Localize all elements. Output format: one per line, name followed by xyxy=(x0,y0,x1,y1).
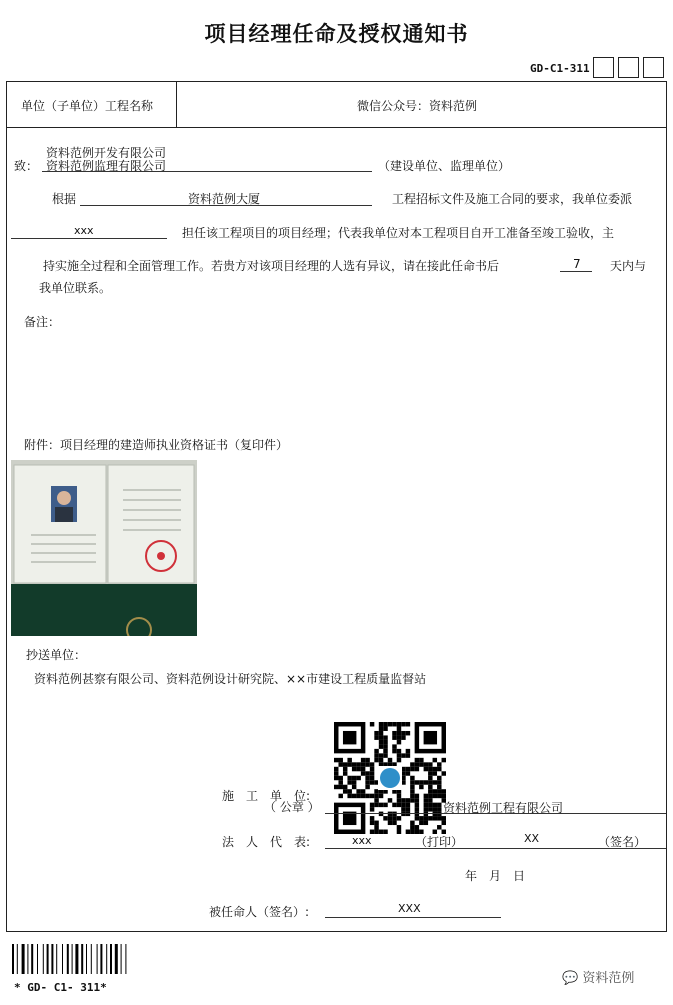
cc-label: 抄送单位： xyxy=(26,648,87,662)
barcode-text: * GD- C1- 311* xyxy=(14,981,107,994)
to-recipient-1: 资料范例开发有限公司 xyxy=(46,146,167,160)
certificate-photo xyxy=(11,460,197,636)
appointee-underline xyxy=(325,917,501,918)
appoint-text: 担任该工程项目的项目经理；代表我单位对本工程项目自开工准备至竣工验收，主 xyxy=(182,226,615,240)
line3-text: 持实施全过程和全面管理工作。若贵方对该项目经理的人选有异议，请在接此任命书后 xyxy=(43,259,500,273)
sign-label: （签名） xyxy=(598,835,647,849)
manager-underline xyxy=(11,238,167,239)
barcode xyxy=(12,944,152,982)
watermark xyxy=(562,967,634,986)
code-box-2[interactable] xyxy=(618,57,639,78)
to-prefix: 致： xyxy=(14,159,39,173)
cc-value: 资料范例甚察有限公司、资料范例设计研究院、××市建设工程质量监督站 xyxy=(34,672,427,686)
header-divider xyxy=(6,127,666,128)
code-box-1[interactable] xyxy=(593,57,614,78)
remark-label: 备注： xyxy=(24,315,61,329)
manager-name: xxx xyxy=(74,224,94,237)
legal-underline xyxy=(325,848,666,849)
page-title: 项目经理任命及授权通知书 xyxy=(204,21,469,46)
header-col-divider xyxy=(176,81,177,127)
form-code: GD-C1-311 xyxy=(530,62,590,75)
qr-code xyxy=(334,722,446,834)
code-box-3[interactable] xyxy=(643,57,664,78)
unit-underline xyxy=(325,813,666,814)
to-recipient-2: 资料范例监理有限公司 xyxy=(46,159,167,173)
basis-prefix: 根据 xyxy=(52,192,77,206)
appointee-value: XXX xyxy=(398,902,421,915)
line4-text: 我单位联系。 xyxy=(39,281,112,295)
attachment-label: 附件：项目经理的建造师执业资格证书（复印件） xyxy=(24,438,289,452)
watermark-text: 资料范例 xyxy=(582,971,635,986)
date-text: 年 月 日 xyxy=(465,869,526,883)
basis-suffix: 工程招标文件及施工合同的要求，我单位委派 xyxy=(392,192,633,206)
legal-rep-value: xxx xyxy=(352,834,372,847)
unit-name-label: 单位（子单位）工程名称 xyxy=(21,99,154,113)
construction-unit-label: 施 工 单 位: xyxy=(222,789,311,803)
construction-unit-value: 资料范例工程有限公司 xyxy=(443,801,564,815)
project-underline xyxy=(80,205,372,206)
to-underline xyxy=(42,171,372,172)
project-name: 资料范例大厦 xyxy=(188,192,261,206)
days-suffix: 天内与 xyxy=(610,259,647,273)
days-underline xyxy=(560,271,592,272)
legal-rep-label: 法 人 代 表: xyxy=(222,835,311,849)
appointee-label: 被任命人（签名）: xyxy=(209,905,310,919)
wechat-icon: 💬 xyxy=(562,971,579,986)
print-label: （打印） xyxy=(415,835,464,849)
seal-label: （ 公章 ） xyxy=(264,800,320,814)
sign-value: XX xyxy=(524,832,540,845)
unit-name-value: 微信公众号：资料范例 xyxy=(357,99,478,113)
days-value: 7 xyxy=(573,257,581,271)
to-suffix: （建设单位、监理单位） xyxy=(378,159,511,173)
